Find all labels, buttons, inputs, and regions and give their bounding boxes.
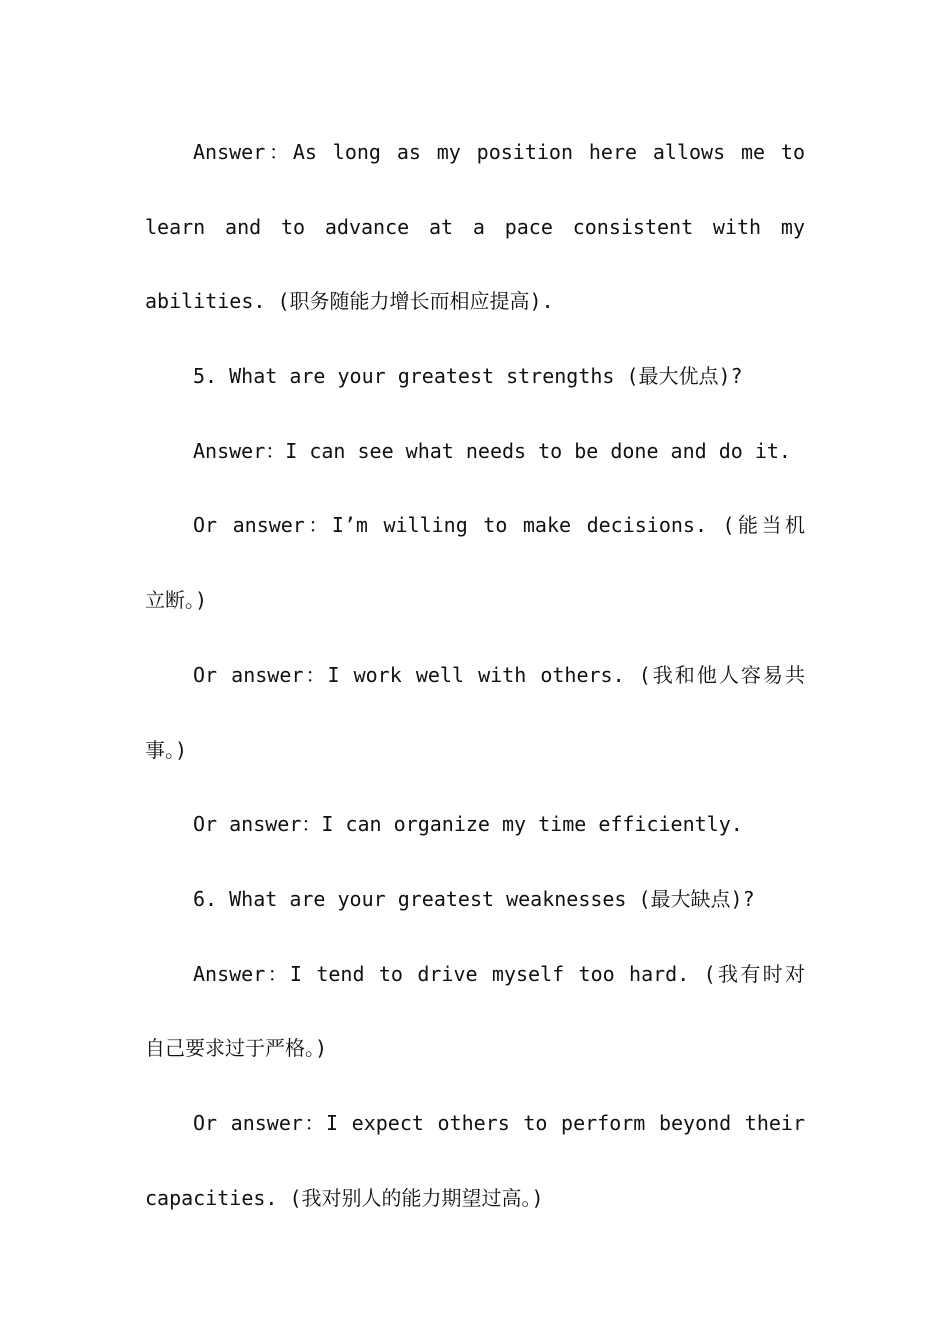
answer-strength-4: Or answer：I can organize my time efficiently. <box>193 812 743 837</box>
question-5-heading: 5. What are your greatest strengths (最大优点)? <box>193 364 743 389</box>
answer-strength-1: Answer：I can see what needs to be done and do it. <box>193 438 791 463</box>
answer-position-line-2: learn and to advance at a pace consistent with my <box>145 214 805 239</box>
answer-weakness-2-line-1: Or answer：I expect others to perform beyond their <box>193 1110 805 1135</box>
answer-weakness-1-line-2: 自己要求过于严格。) <box>145 1036 328 1061</box>
answer-strength-2-line-1: Or answer：I’m willing to make decisions. (能当机 <box>193 513 805 538</box>
answer-weakness-1-line-1: Answer：I tend to drive myself too hard. (我有时对 <box>193 961 805 986</box>
answer-weakness-2-line-2: capacities. (我对别人的能力期望过高。) <box>145 1185 544 1210</box>
answer-strength-2-line-2: 立断。) <box>145 588 208 613</box>
document-body <box>145 115 805 1235</box>
answer-strength-3-line-1: Or answer：I work well with others. (我和他人容易共 <box>193 662 805 687</box>
answer-position-line-1: Answer：As long as my position here allows me to <box>193 140 805 164</box>
answer-strength-3-line-2: 事。) <box>145 737 188 762</box>
question-6-heading: 6. What are your greatest weaknesses (最大缺点)? <box>193 886 755 911</box>
answer-position-line-3: abilities. (职务随能力增长而相应提高). <box>145 289 554 314</box>
